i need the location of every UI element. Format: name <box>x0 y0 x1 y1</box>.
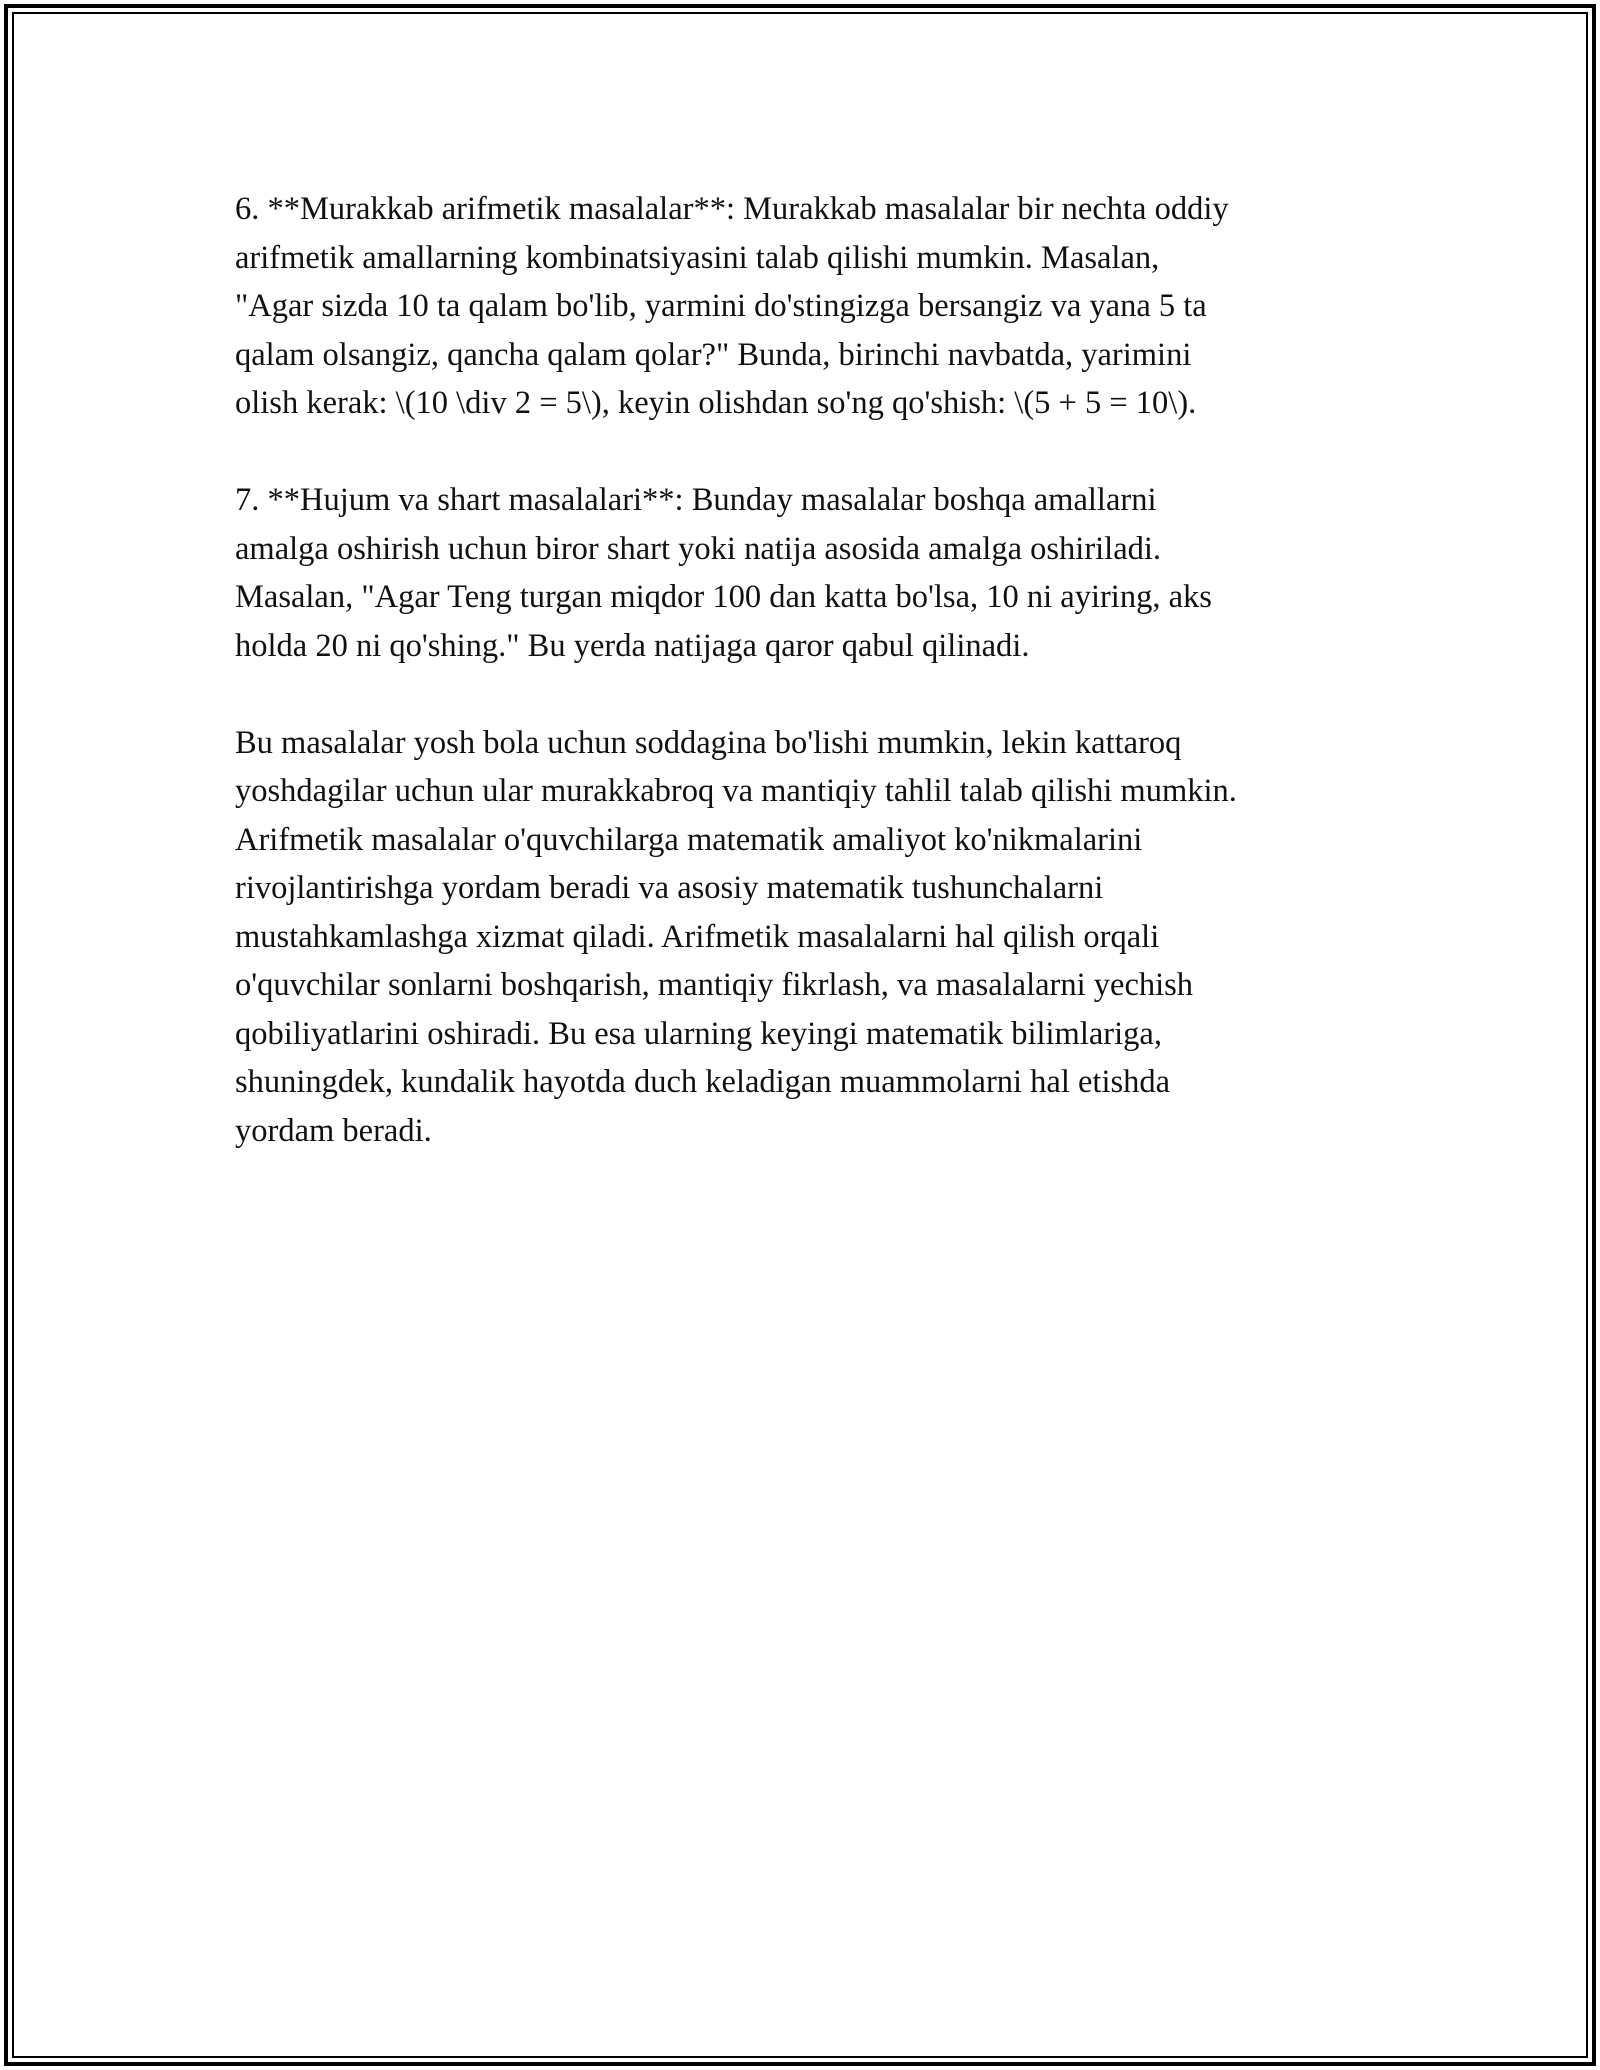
paragraph-item-6: 6. **Murakkab arifmetik masalalar**: Murakkab masalalar bir nechta oddiy arifmetik amallarning kombinatsiyasini talab qilishi mumkin. Masalan, "Agar sizda 10 ta qalam bo'lib, yarmini do'stingizga bersangiz va yana 5 ta qalam olsangiz, qancha qalam qolar?" Bunda, birinchi navbatda, yarimini olish kerak: \(10 \div 2 = 5\), keyin olishdan so'ng qo'shish: \(5 + 5 = 10\). <box>235 191 1229 421</box>
paragraph-item-7: 7. **Hujum va shart masalalari**: Bunday masalalar boshqa amallarni amalga oshirish uchun biror shart yoki natija asosida amalga oshiriladi. Masalan, "Agar Teng turgan miqdor 100 dan katta bo'lsa, 10 ni ayiring, aks holda 20 ni qo'shing." Bu yerda natijaga qaror qabul qilinadi. <box>235 482 1212 664</box>
document-body <box>235 185 1385 1204</box>
paragraph-conclusion: Bu masalalar yosh bola uchun soddagina bo'lishi mumkin, lekin kattaroq yoshdagilar uchun ular murakkabroq va mantiqiy tahlil talab qilishi mumkin. Arifmetik masalalar o'quvchilarga matematik amaliyot ko'nikmalarini rivojlantirishga yordam beradi va asosiy matematik tushunchalarni mustahkamlashga xizmat qiladi. Arifmetik masalalarni hal qilish orqali o'quvchilar sonlarni boshqarish, mantiqiy fikrlash, va masalalarni yechish qobiliyatlarini oshiradi. Bu esa ularning keyingi matematik bilimlariga, shuningdek, kundalik hayotda duch keladigan muammolarni hal etishda yordam beradi. <box>235 724 1237 1149</box>
